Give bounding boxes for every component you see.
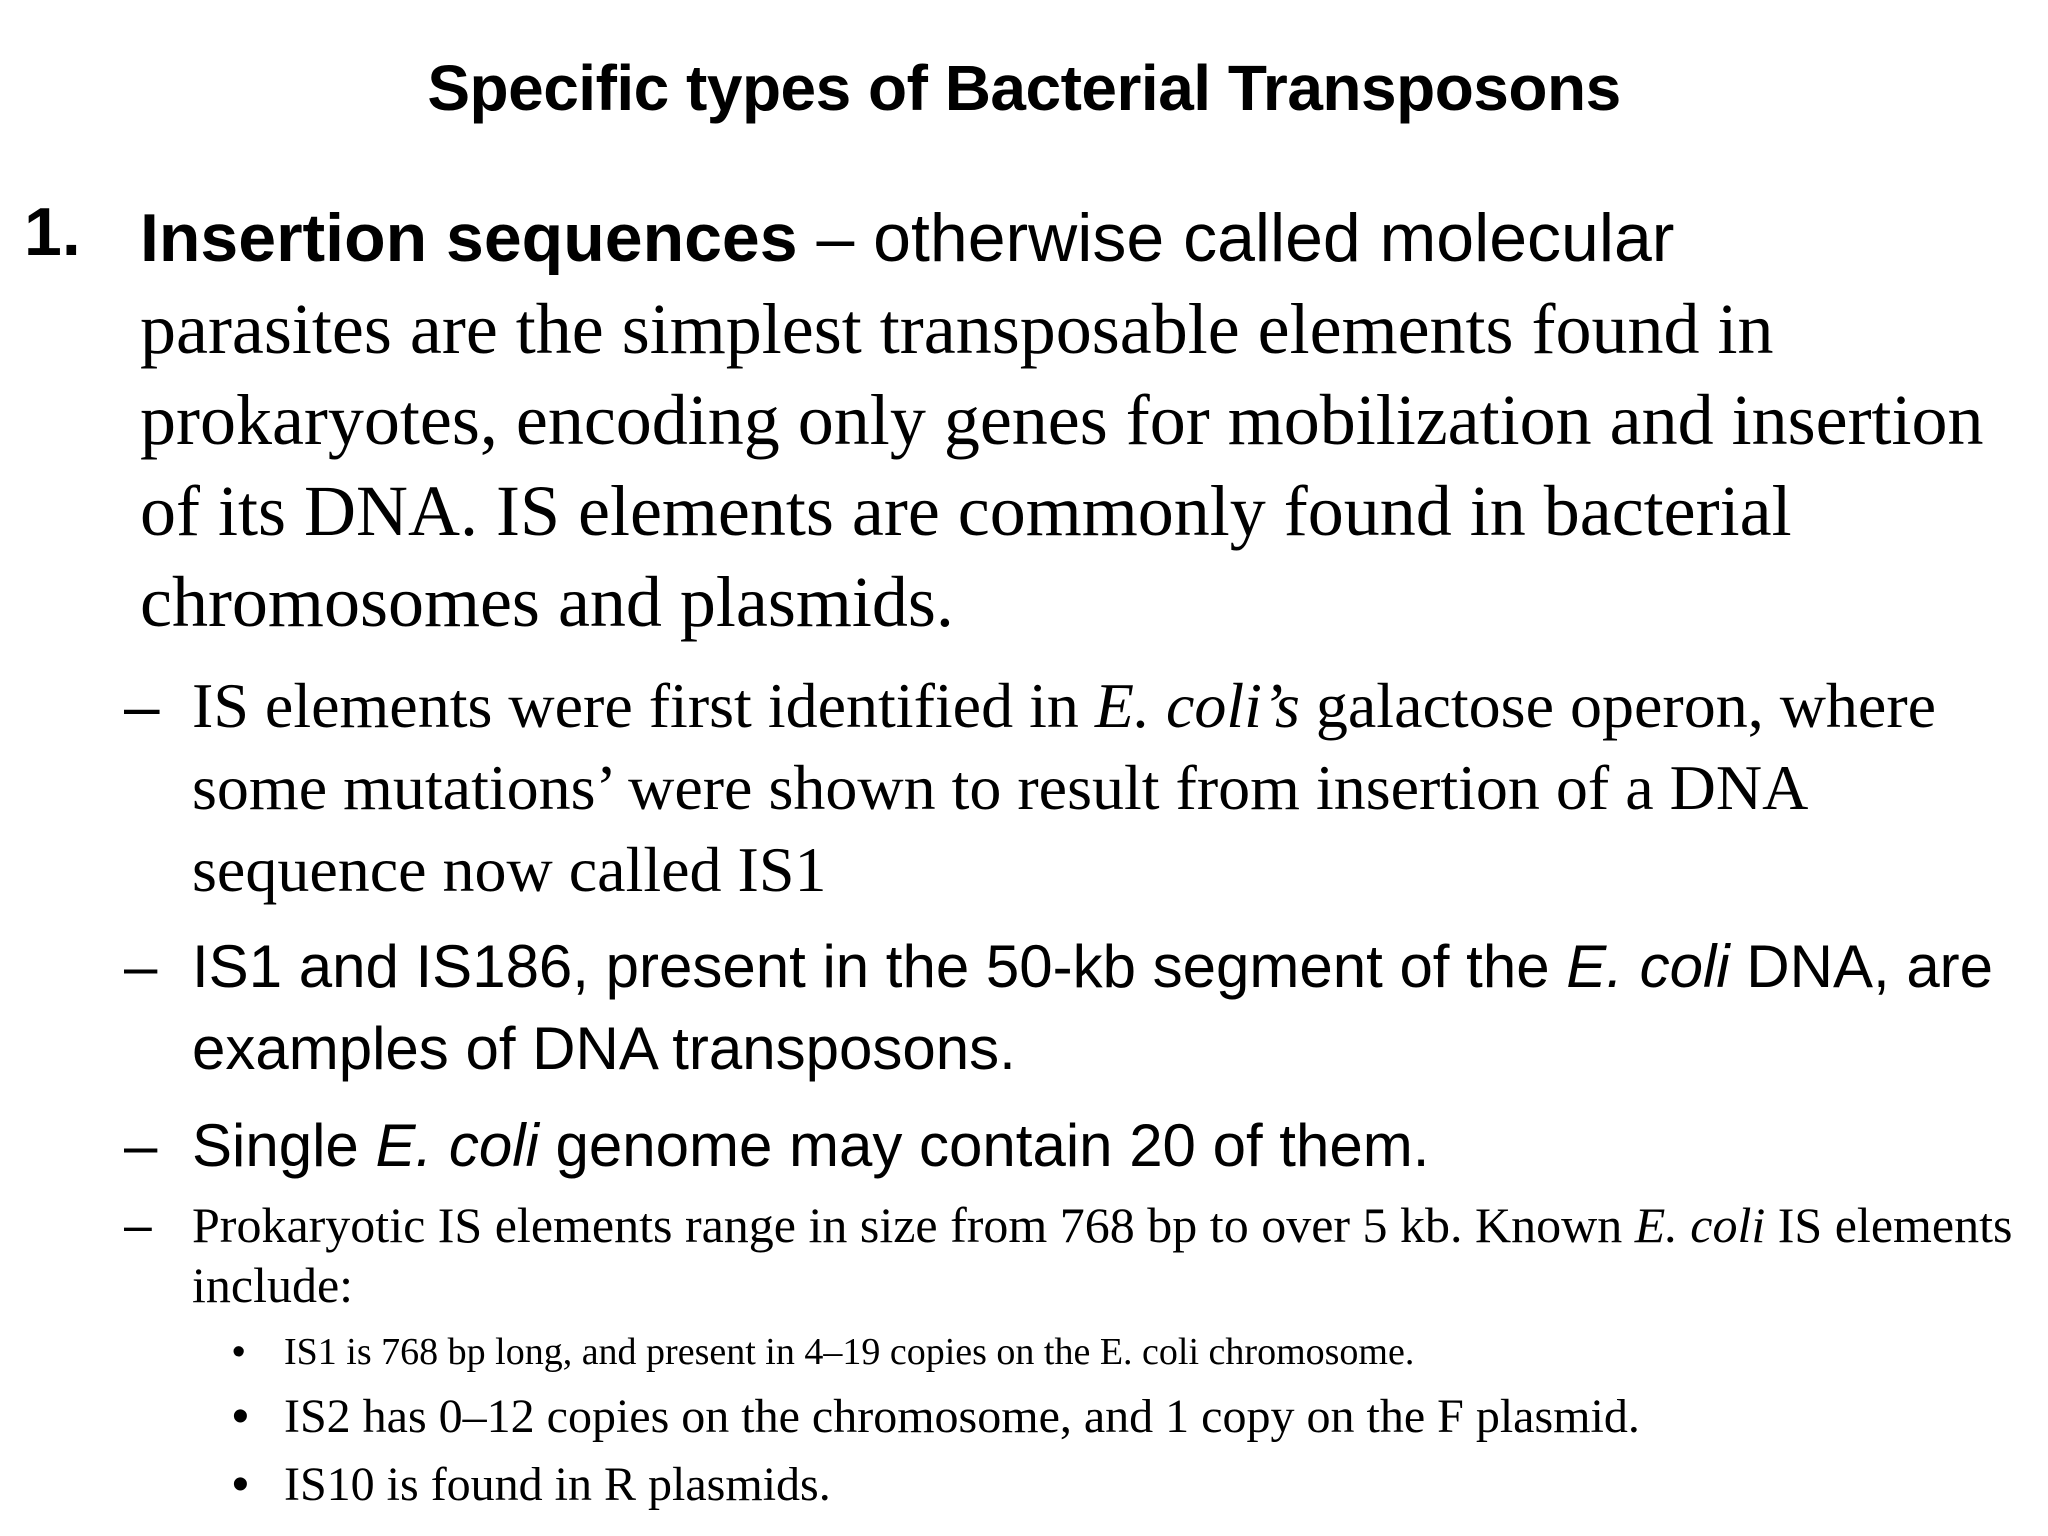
species-name: E. coli’s — [1094, 670, 1300, 741]
sub-item-2: IS1 and IS186, present in the 50-kb segment of the E. coli DNA, are examples of DNA transposons. — [192, 933, 1994, 1082]
item-lead — [140, 200, 1674, 276]
bullet-item-2: IS2 has 0–12 copies on the chromosome, and 1 copy on the F plasmid. — [284, 1390, 1640, 1443]
dash-marker: – — [124, 670, 160, 742]
bullet-item-3: IS10 is found in R plasmids. — [284, 1458, 831, 1511]
slide-title: Specific types of Bacterial Transposons — [427, 52, 1621, 124]
species-name: E. coli — [1566, 933, 1730, 1000]
bullet-marker: • — [232, 1458, 249, 1511]
item-term: Insertion sequences — [140, 200, 798, 276]
bullet-marker: • — [232, 1331, 246, 1373]
sub-item-1: IS elements were first identified in E. coli’s galactose operon, where some mutations’ were shown to result from insertion of a DNA sequence now called IS1 — [192, 670, 1937, 905]
item-description: parasites are the simplest transposable elements found in prokaryotes, encoding only genes for mobilization and insertion of its DNA. IS elements are commonly found in bacterial chromosomes and plasmids. — [140, 289, 1984, 642]
item-body — [140, 192, 2040, 648]
item-lead-rest: – otherwise called molecular — [797, 200, 1675, 276]
sub-item-3: Single E. coli genome may contain 20 of them. — [192, 1112, 1430, 1179]
dash-marker: – — [124, 1112, 158, 1179]
species-name: E. coli — [375, 1112, 539, 1179]
species-name: E. coli — [1634, 1197, 1766, 1253]
bullet-item-1: IS1 is 768 bp long, and present in 4–19 copies on the E. coli chromosome. — [284, 1331, 1415, 1373]
dash-marker: – — [124, 1197, 152, 1253]
dash-marker: – — [124, 933, 158, 1000]
bullet-marker: • — [232, 1390, 249, 1443]
sub-item-4: Prokaryotic IS elements range in size from 768 bp to over 5 kb. Known E. coli IS elements include: — [192, 1197, 2013, 1313]
item-number: 1. — [24, 194, 81, 270]
